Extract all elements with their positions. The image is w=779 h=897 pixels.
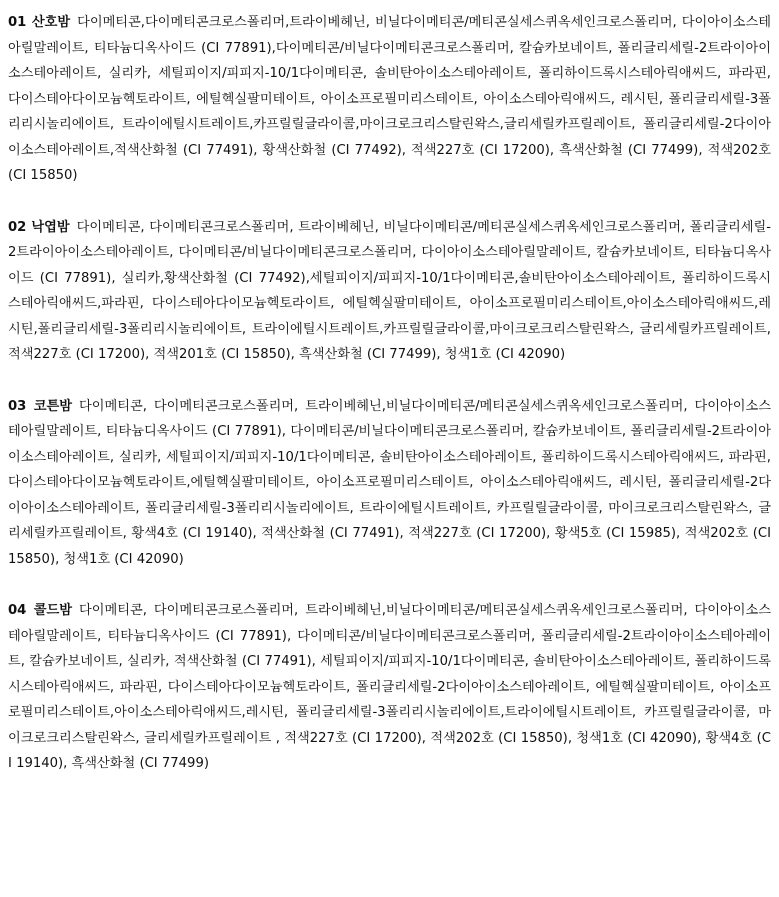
ingredient-block-title: 03 코튼밤 (8, 398, 72, 414)
ingredient-block-body: 다이메티콘, 다이메티콘크로스폴리머, 트라이베헤닌,비닐다이메티콘/메티콘실세스퀴옥세인크로스폴리머, 다이아이소스테아릴말레이트, 티타늄디옥사이드 (CI 77891), 다이메티콘/비닐다이메티콘크로스폴리머, 폴리글리세릴-2트라이아이소스테아레이트, 칼슘카보네이트, 실리카, 적색산화철 (CI 77491), 세틸피이지/피피지-10/1다이메티콘, 솔비탄아이소스테아레이트, 폴리하이드록시스테아릭애씨드, 파라핀, 다이스테아다이모늄헥토라이트, 폴리글리세릴-2다이아이소스테아레이트, 에틸헥실팔미테이트, 아이소프로필미리스테이트,아이소스테아릭애씨드,레시틴, 폴리글리세릴-3폴리리시놀리에이트,트라이에틸시트레이트, 카프릴릴글라이콜, 마이크로크리스탈린왁스, 글리세릴카프릴레이트 , 적색227호 (CI 17200), 적색202호 (CI 15850), 청색1호 (CI 42090), 황색4호 (CI 19140), 흑색산화철 (CI 77499) (8, 603, 771, 771)
ingredient-paragraph (8, 394, 771, 573)
ingredient-paragraph (8, 10, 771, 189)
ingredient-block-body: 다이메티콘, 다이메티콘크로스폴리머, 트라이베헤닌, 비닐다이메티콘/메티콘실세스퀴옥세인크로스폴리머, 폴리글리세릴-2트라이아이소스테아레이트, 다이메티콘/비닐다이메티콘크로스폴리머, 다이아이소스테아릴말레이트, 칼슘카보네이트, 티타늄디옥사이드 (CI 77891), 실리카,황색산화철 (CI 77492),세틸피이지/피피지-10/1다이메티콘,솔비탄아이소스테아레이트, 폴리하이드록시스테아릭애씨드,파라핀, 다이스테아다이모늄헥토라이트, 에틸헥실팔미테이트, 아이소프로필미리스테이트,아이소스테아릭애씨드,레시틴,폴리글리세릴-3폴리리시놀리에이트, 트라이에틸시트레이트,카프릴릴글라이콜,마이크로크리스탈린왁스, 글리세릴카프릴레이트,적색227호 (CI 17200), 적색201호 (CI 15850), 흑색산화철 (CI 77499), 청색1호 (CI 42090) (8, 219, 771, 362)
ingredient-block (8, 215, 771, 368)
ingredient-paragraph (8, 598, 771, 777)
ingredient-block-body: 다이메티콘,다이메티콘크로스폴리머,트라이베헤닌, 비닐다이메티콘/메티콘실세스퀴옥세인크로스폴리머, 다이아이소스테아릴말레이트, 티타늄디옥사이드 (CI 77891),다이메티콘/비닐다이메티콘크로스폴리머, 칼슘카보네이트, 폴리글리세릴-2트라이아이소스테아레이트, 실리카, 세틸피이지/피피지-10/1다이메티콘, 솔비탄아이소스테아레이트, 폴리하이드록시스테아릭애씨드, 파라핀, 다이스테아다이모늄헥토라이트, 에틸헥실팔미테이트, 아이소프로필미리스테이트, 아이소스테아릭애씨드, 레시틴, 폴리글리세릴-3폴리리시놀리에이트, 트라이에틸시트레이트,카프릴릴글라이콜,마이크로크리스탈린왁스,글리세릴카프릴레이트, 폴리글리세릴-2다이아이소스테아레이트,적색산화철 (CI 77491), 황색산화철 (CI 77492), 적색227호 (CI 17200), 흑색산화철 (CI 77499), 적색202호 (CI 15850) (8, 15, 771, 183)
ingredient-block (8, 10, 771, 189)
ingredient-block-title: 02 낙엽밤 (8, 219, 70, 235)
ingredient-block-body: 다이메티콘, 다이메티콘크로스폴리머, 트라이베헤닌,비닐다이메티콘/메티콘실세스퀴옥세인크로스폴리머, 다이아이소스테아릴말레이트, 티타늄디옥사이드 (CI 77891), 다이메티콘/비닐다이메티콘크로스폴리머, 칼슘카보네이트, 폴리글리세릴-2트라이아이소스테아레이트, 실리카, 세틸피이지/피피지-10/1다이메티콘, 솔비탄아이소스테아레이트, 폴리하이드록시스테아릭애씨드, 파라핀,다이스테아다이모늄헥토라이트,에틸헥실팔미테이트, 아이소프로필미리스테이트, 아이소스테아릭애씨드, 레시틴, 폴리글리세릴-2다이아이소스테아레이트, 폴리글리세릴-3폴리리시놀리에이트, 트라이에틸시트레이트, 카프릴릴글라이콜, 마이크로크리스탈린왁스, 글리세릴카프릴레이트, 황색4호 (CI 19140), 적색산화철 (CI 77491), 적색227호 (CI 17200), 황색5호 (CI 15985), 적색202호 (CI 15850), 청색1호 (CI 42090) (8, 398, 771, 567)
ingredient-paragraph (8, 215, 771, 368)
ingredient-block (8, 598, 771, 777)
ingredient-block (8, 394, 771, 573)
ingredient-block-title: 04 콜드밤 (8, 603, 72, 618)
ingredient-block-title: 01 산호밤 (8, 15, 71, 30)
